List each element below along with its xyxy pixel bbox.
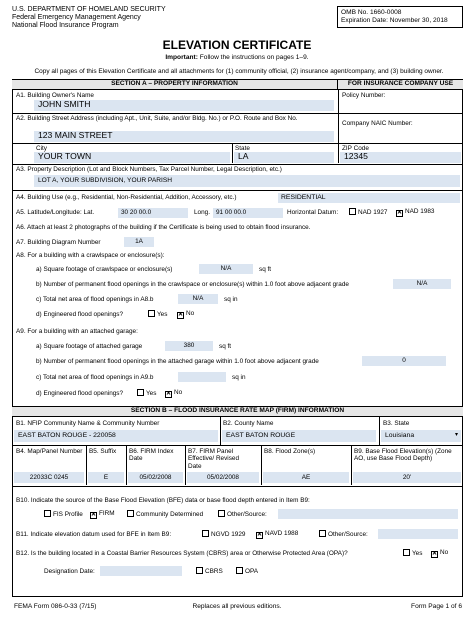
a8a-unit: sq ft	[259, 266, 272, 273]
b11-label: B11. Indicate elevation datum used for BFE in Item B9:	[16, 531, 172, 538]
b12-no-checkbox[interactable]: ✕	[432, 551, 438, 557]
a2-label: A2. Building Street Address (including Apt., Unit, Suite, and/or Bldg. No.) or P.O. Route and Box No.	[16, 115, 298, 122]
important-text: Follow the instructions on pages 1–9.	[199, 54, 309, 61]
city-field[interactable]: YOUR TOWN	[34, 152, 230, 163]
community-determined-option[interactable]: Community Determined	[127, 510, 203, 518]
a8d-no-option[interactable]: ✕ No	[178, 310, 195, 318]
b12-label: B12. Is the building located in a Coastal Barrier Resources System (CBRS) area or Otherwise Protected Area (OPA)?	[16, 550, 348, 557]
omb-box	[337, 6, 463, 28]
fis-profile-checkbox[interactable]	[44, 510, 51, 517]
section-a-header: SECTION A – PROPERTY INFORMATION	[12, 79, 338, 90]
a3-label: A3. Property Description (Lot and Block Numbers, Tax Parcel Number, Legal Description, etc.)	[16, 166, 282, 173]
b8-label: B8. Flood Zone(s)	[264, 448, 316, 455]
b6-firm-index-date-field[interactable]: 05/02/2008	[128, 472, 183, 483]
important-note	[0, 54, 474, 62]
b9-base-flood-elevation-field[interactable]: 20'	[353, 472, 461, 483]
insurance-divider	[338, 90, 339, 163]
a9-label: A9. For a building with an attached garage:	[16, 328, 138, 335]
b8-flood-zone-field[interactable]: AE	[263, 472, 349, 483]
longitude-label: Long.	[194, 209, 210, 216]
a8c-unit: sq in	[224, 296, 238, 303]
b12-yes-option[interactable]: Yes	[403, 549, 422, 557]
cbrs-option[interactable]: CBRS	[196, 567, 223, 575]
copy-note: Copy all pages of this Elevation Certificate and all attachments for (1) community official, (2) insurance agent/company, and (3) building owner.	[34, 68, 444, 75]
a1-label: A1. Building Owner's Name	[16, 92, 94, 99]
a8c-field[interactable]: N/A	[178, 294, 218, 304]
community-determined-checkbox[interactable]	[127, 510, 134, 517]
a9d-no-checkbox[interactable]: ✕	[166, 391, 172, 397]
policy-number-label: Policy Number:	[342, 92, 386, 99]
form-number: FEMA Form 086-0-33 (7/15)	[14, 603, 97, 610]
a9a-field[interactable]: 380	[165, 341, 213, 351]
navd1988-checkbox[interactable]: ✕	[257, 532, 263, 538]
b10-label: B10. Indicate the source of the Base Flood Elevation (BFE) data or base flood depth entered in Item B9:	[16, 497, 310, 504]
zip-label: ZIP Code	[342, 145, 369, 152]
a9d-yes-option[interactable]: Yes	[137, 389, 156, 397]
city-label: City	[36, 145, 48, 152]
b3-state-select[interactable]: Louisiana ▾	[381, 430, 461, 442]
a8d-no-checkbox[interactable]: ✕	[178, 312, 184, 318]
other-datum-checkbox[interactable]	[319, 530, 326, 537]
b4-label: B4. Map/Panel Number	[16, 448, 83, 455]
agency-line-1: U.S. DEPARTMENT OF HOMELAND SECURITY	[12, 6, 166, 13]
replaces-note: Replaces all previous editions.	[192, 603, 282, 610]
b7-firm-panel-date-field[interactable]: 05/02/2008	[187, 472, 259, 483]
a3-property-description-field[interactable]: LOT A, YOUR SUBDIVISION, YOUR PARISH	[34, 175, 460, 187]
a7-label: A7. Building Diagram Number	[16, 239, 101, 246]
designation-date-field[interactable]	[100, 566, 182, 576]
other-source-checkbox[interactable]	[218, 510, 225, 517]
other-source-option[interactable]: Other/Source:	[218, 510, 267, 518]
state-field[interactable]: LA	[234, 152, 334, 163]
a8d-label: d) Engineered flood openings?	[36, 311, 124, 318]
a8a-field[interactable]: N/A	[199, 264, 253, 274]
insurance-use-header: FOR INSURANCE COMPANY USE	[338, 79, 463, 90]
a2-street-address-field[interactable]: 123 MAIN STREET	[34, 131, 334, 142]
other-source-field[interactable]	[278, 509, 458, 519]
a8d-yes-option[interactable]: Yes	[148, 310, 167, 318]
b6-label: B6. FIRM Index Date	[129, 448, 174, 463]
a8-label: A8. For a building with a crawlspace or enclosure(s):	[16, 252, 165, 259]
opa-option[interactable]: OPA	[236, 567, 258, 575]
other-datum-option[interactable]: Other/Source:	[319, 530, 368, 538]
a6-label: A6. Attach at least 2 photographs of the building if the Certificate is being used to obtain flood insurance.	[16, 224, 311, 231]
firm-checkbox[interactable]: ✕	[91, 512, 97, 518]
agency-line-3: National Flood Insurance Program	[12, 22, 119, 30]
b12-yes-checkbox[interactable]	[403, 549, 410, 556]
a8d-yes-checkbox[interactable]	[148, 310, 155, 317]
cbrs-checkbox[interactable]	[196, 567, 203, 574]
b7-label: B7. FIRM Panel Effective/ Revised Date	[188, 448, 240, 470]
a8c-label: c) Total net area of flood openings in A8.b	[36, 296, 154, 303]
a9b-field[interactable]: 0	[362, 356, 446, 366]
nad1983-option[interactable]: ✕ NAD 1983	[397, 208, 435, 216]
nad1927-checkbox[interactable]	[349, 208, 356, 215]
page-number: Form Page 1 of 6	[411, 603, 462, 610]
chevron-down-icon: ▾	[454, 432, 458, 438]
expiration-date: Expiration Date: November 30, 2018	[341, 16, 448, 24]
designation-date-label: Designation Date:	[44, 568, 95, 575]
nad1927-option[interactable]: NAD 1927	[349, 208, 388, 216]
opa-checkbox[interactable]	[236, 567, 243, 574]
nad1983-checkbox[interactable]: ✕	[397, 210, 403, 216]
a4-label: A4. Building Use (e.g., Residential, Non-Residential, Addition, Accessory, etc.)	[16, 194, 237, 201]
b5-label: B5. Suffix	[89, 448, 117, 455]
b4-map-panel-field[interactable]: 22033C 0245	[14, 472, 84, 483]
a1-owner-name-field[interactable]: JOHN SMITH	[34, 100, 334, 111]
a8b-label: b) Number of permanent flood openings in the crawlspace or enclosure(s) within 1.0 foot above adjacent grade	[36, 281, 349, 288]
b3-label: B3. State	[383, 420, 410, 427]
a7-diagram-number-field[interactable]: 1A	[124, 237, 154, 247]
a8b-field[interactable]: N/A	[393, 279, 451, 289]
a9d-yes-checkbox[interactable]	[137, 389, 144, 396]
naic-number-label: Company NAIC Number:	[342, 120, 413, 127]
state-label: State	[235, 145, 250, 152]
ngvd1929-checkbox[interactable]	[202, 530, 209, 537]
a9d-no-option[interactable]: ✕ No	[166, 389, 183, 397]
a8a-label: a) Square footage of crawlspace or enclosure(s)	[36, 266, 173, 273]
a9c-label: c) Total net area of flood openings in A9.b	[36, 374, 154, 381]
b1-community-field[interactable]: EAST BATON ROUGE - 220058	[14, 430, 218, 442]
agency-line-2: Federal Emergency Management Agency	[12, 14, 141, 22]
a9c-field[interactable]	[178, 372, 226, 382]
a4-building-use-field[interactable]: RESIDENTIAL	[278, 193, 460, 203]
navd1988-option[interactable]: ✕ NAVD 1988	[257, 530, 299, 538]
latitude-field[interactable]: 30 20 00.0	[118, 208, 188, 218]
a9b-label: b) Number of permanent flood openings in the attached garage within 1.0 foot above adjacent grade	[36, 358, 319, 365]
other-datum-field[interactable]	[378, 529, 458, 539]
omb-number: OMB No. 1660-0008	[341, 9, 402, 16]
important-label: Important:	[165, 54, 198, 61]
firm-option[interactable]: ✕ FIRM	[91, 510, 115, 518]
fis-profile-option[interactable]: FIS Profile	[44, 510, 83, 518]
section-b-header: SECTION B – FLOOD INSURANCE RATE MAP (FIRM) INFORMATION	[12, 406, 463, 417]
b5-suffix-field[interactable]: E	[88, 472, 124, 483]
a9a-label: a) Square footage of attached garage	[36, 343, 143, 350]
b1-label: B1. NFIP Community Name & Community Number	[16, 420, 160, 427]
longitude-field[interactable]: 91 00 00.0	[213, 208, 283, 218]
zip-field[interactable]: 12345	[340, 152, 461, 163]
b2-county-field[interactable]: EAST BATON ROUGE	[222, 430, 376, 442]
page-title: ELEVATION CERTIFICATE	[162, 38, 312, 52]
b12-no-option[interactable]: ✕ No	[432, 549, 449, 557]
a5-label: A5. Latitude/Longitude: Lat.	[16, 209, 95, 216]
b2-label: B2. County Name	[223, 420, 274, 427]
a9d-label: d) Engineered flood openings?	[36, 390, 124, 397]
horizontal-datum-label: Horizontal Datum:	[287, 209, 339, 216]
b9-label: B9. Base Flood Elevation(s) (Zone AO, use Base Flood Depth)	[354, 448, 452, 463]
a9c-unit: sq in	[232, 374, 246, 381]
ngvd1929-option[interactable]: NGVD 1929	[202, 530, 245, 538]
a9a-unit: sq ft	[219, 343, 232, 350]
